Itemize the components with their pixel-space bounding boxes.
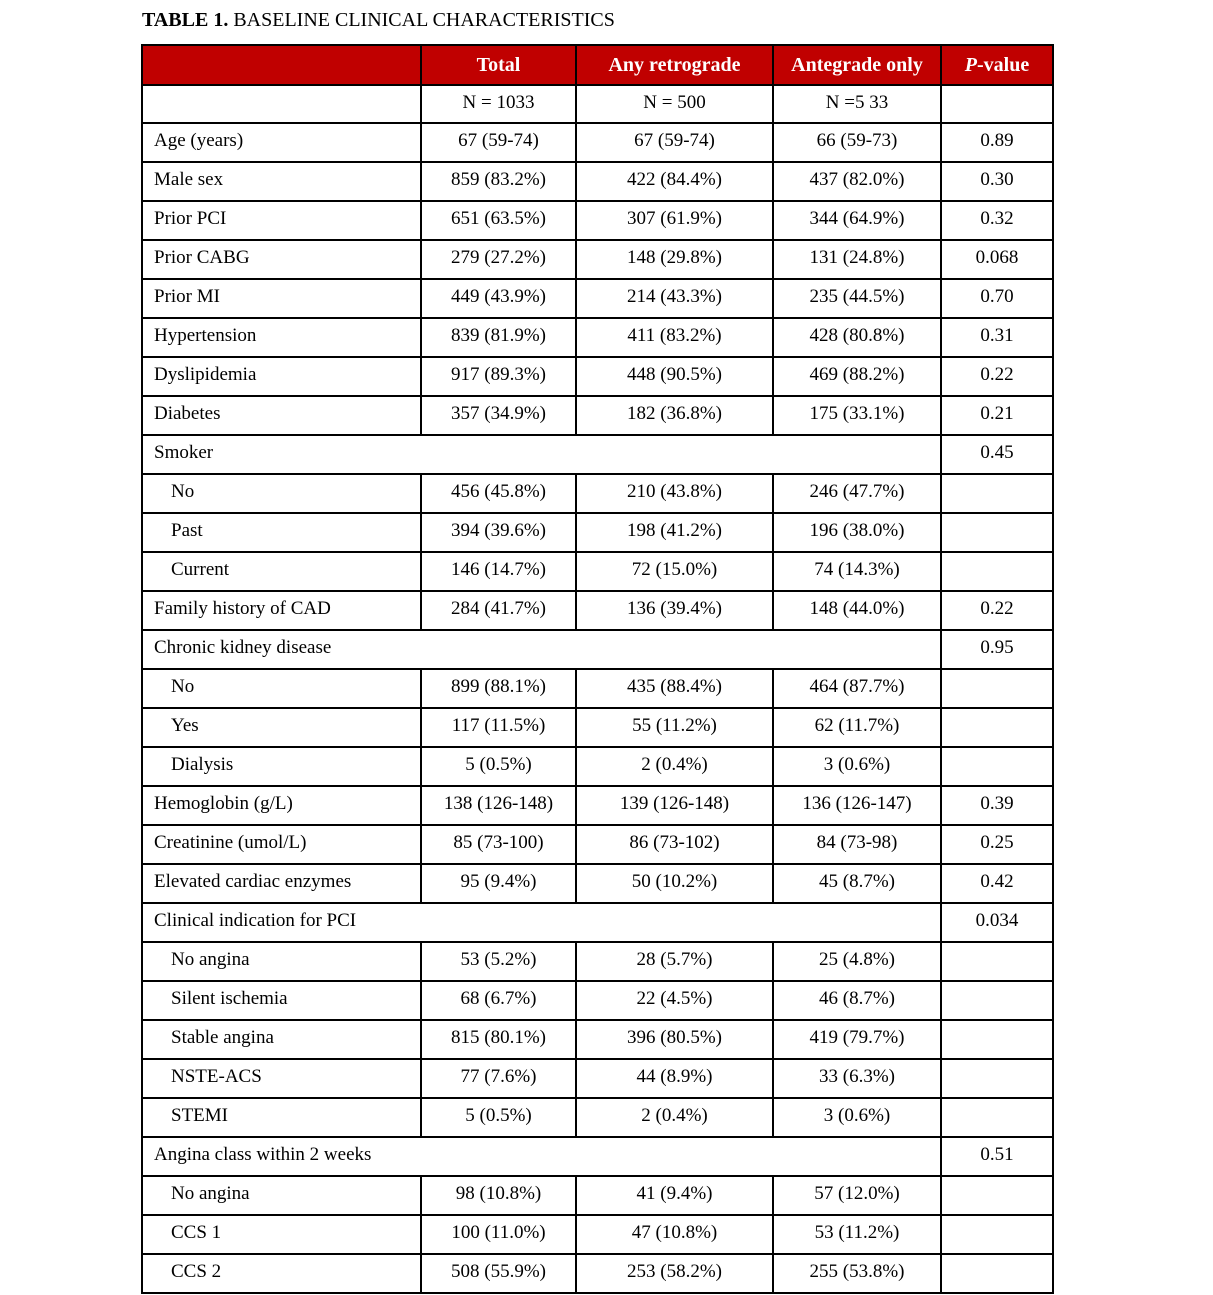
value-cell-retrograde: 396 (80.5%) xyxy=(576,1020,773,1059)
value-cell-antegrade: 419 (79.7%) xyxy=(773,1020,941,1059)
table-row xyxy=(142,357,1053,396)
value-cell-total: 95 (9.4%) xyxy=(421,864,576,903)
header-cell-empty xyxy=(142,45,421,85)
value-cell-total: 67 (59-74) xyxy=(421,123,576,162)
table-row xyxy=(142,630,1053,669)
row-label-cell: Silent ischemia xyxy=(142,981,421,1020)
p-value-cell: 0.42 xyxy=(941,864,1053,903)
p-value-cell: 0.45 xyxy=(941,435,1053,474)
pvalue-rest: -value xyxy=(977,54,1030,76)
p-value-cell: 0.25 xyxy=(941,825,1053,864)
table-caption-text: BASELINE CLINICAL CHARACTERISTICS xyxy=(228,9,615,31)
value-cell-retrograde: 28 (5.7%) xyxy=(576,942,773,981)
table-row xyxy=(142,1059,1053,1098)
p-value-cell: 0.39 xyxy=(941,786,1053,825)
value-cell-total: 284 (41.7%) xyxy=(421,591,576,630)
value-cell-total: 146 (14.7%) xyxy=(421,552,576,591)
value-cell-antegrade: 25 (4.8%) xyxy=(773,942,941,981)
value-cell-total: 68 (6.7%) xyxy=(421,981,576,1020)
value-cell-total: 859 (83.2%) xyxy=(421,162,576,201)
value-cell-total: 815 (80.1%) xyxy=(421,1020,576,1059)
value-cell-antegrade: 74 (14.3%) xyxy=(773,552,941,591)
value-cell-antegrade: 45 (8.7%) xyxy=(773,864,941,903)
table-row xyxy=(142,1137,1053,1176)
p-value-cell: 0.51 xyxy=(941,1137,1053,1176)
row-label-cell: Prior CABG xyxy=(142,240,421,279)
row-label-cell: STEMI xyxy=(142,1098,421,1137)
value-cell-retrograde: 435 (88.4%) xyxy=(576,669,773,708)
baseline-characteristics-table xyxy=(141,44,1054,1294)
value-cell-retrograde: 139 (126-148) xyxy=(576,786,773,825)
row-label-cell: Dyslipidemia xyxy=(142,357,421,396)
row-label-cell: No angina xyxy=(142,942,421,981)
value-cell-retrograde: 448 (90.5%) xyxy=(576,357,773,396)
value-cell-retrograde: 44 (8.9%) xyxy=(576,1059,773,1098)
value-cell-antegrade: 3 (0.6%) xyxy=(773,747,941,786)
n-cell-antegrade: N =5 33 xyxy=(773,85,941,123)
p-value-cell xyxy=(941,1215,1053,1254)
table-row xyxy=(142,435,1053,474)
row-label-cell: Male sex xyxy=(142,162,421,201)
row-label-cell: Prior MI xyxy=(142,279,421,318)
row-label-cell: No angina xyxy=(142,1176,421,1215)
value-cell-total: 839 (81.9%) xyxy=(421,318,576,357)
row-label-cell: Chronic kidney disease xyxy=(142,630,941,669)
row-label-cell: CCS 2 xyxy=(142,1254,421,1293)
value-cell-antegrade: 437 (82.0%) xyxy=(773,162,941,201)
value-cell-total: 100 (11.0%) xyxy=(421,1215,576,1254)
value-cell-antegrade: 57 (12.0%) xyxy=(773,1176,941,1215)
row-label-cell: Family history of CAD xyxy=(142,591,421,630)
value-cell-total: 357 (34.9%) xyxy=(421,396,576,435)
value-cell-total: 5 (0.5%) xyxy=(421,1098,576,1137)
value-cell-retrograde: 198 (41.2%) xyxy=(576,513,773,552)
p-value-cell xyxy=(941,942,1053,981)
value-cell-antegrade: 246 (47.7%) xyxy=(773,474,941,513)
value-cell-antegrade: 136 (126-147) xyxy=(773,786,941,825)
p-value-cell: 0.32 xyxy=(941,201,1053,240)
p-value-cell: 0.31 xyxy=(941,318,1053,357)
table-row xyxy=(142,513,1053,552)
value-cell-antegrade: 344 (64.9%) xyxy=(773,201,941,240)
n-counts-row xyxy=(142,85,1053,123)
value-cell-retrograde: 41 (9.4%) xyxy=(576,1176,773,1215)
n-cell-total: N = 1033 xyxy=(421,85,576,123)
value-cell-retrograde: 182 (36.8%) xyxy=(576,396,773,435)
value-cell-total: 85 (73-100) xyxy=(421,825,576,864)
value-cell-total: 394 (39.6%) xyxy=(421,513,576,552)
row-label-cell: CCS 1 xyxy=(142,1215,421,1254)
p-value-cell xyxy=(941,669,1053,708)
p-value-cell: 0.89 xyxy=(941,123,1053,162)
value-cell-antegrade: 175 (33.1%) xyxy=(773,396,941,435)
value-cell-antegrade: 255 (53.8%) xyxy=(773,1254,941,1293)
p-value-cell: 0.068 xyxy=(941,240,1053,279)
value-cell-retrograde: 307 (61.9%) xyxy=(576,201,773,240)
table-row xyxy=(142,396,1053,435)
row-label-cell: Diabetes xyxy=(142,396,421,435)
value-cell-antegrade: 148 (44.0%) xyxy=(773,591,941,630)
row-label-cell: Past xyxy=(142,513,421,552)
p-value-cell: 0.30 xyxy=(941,162,1053,201)
table-caption xyxy=(142,7,1213,33)
p-value-cell: 0.70 xyxy=(941,279,1053,318)
row-label-cell: Hemoglobin (g/L) xyxy=(142,786,421,825)
value-cell-retrograde: 55 (11.2%) xyxy=(576,708,773,747)
table-row xyxy=(142,708,1053,747)
value-cell-retrograde: 67 (59-74) xyxy=(576,123,773,162)
p-value-cell: 0.21 xyxy=(941,396,1053,435)
table-row xyxy=(142,1215,1053,1254)
row-label-cell: Angina class within 2 weeks xyxy=(142,1137,941,1176)
value-cell-retrograde: 214 (43.3%) xyxy=(576,279,773,318)
p-value-cell xyxy=(941,1020,1053,1059)
table-row xyxy=(142,474,1053,513)
value-cell-retrograde: 148 (29.8%) xyxy=(576,240,773,279)
value-cell-antegrade: 131 (24.8%) xyxy=(773,240,941,279)
table-row xyxy=(142,1098,1053,1137)
value-cell-retrograde: 253 (58.2%) xyxy=(576,1254,773,1293)
p-value-cell xyxy=(941,1059,1053,1098)
value-cell-retrograde: 411 (83.2%) xyxy=(576,318,773,357)
table-row xyxy=(142,864,1053,903)
row-label-cell: Creatinine (umol/L) xyxy=(142,825,421,864)
table-row xyxy=(142,1020,1053,1059)
table-row xyxy=(142,903,1053,942)
p-value-cell xyxy=(941,1254,1053,1293)
value-cell-retrograde: 72 (15.0%) xyxy=(576,552,773,591)
pvalue-italic-p: P xyxy=(964,54,977,76)
value-cell-total: 98 (10.8%) xyxy=(421,1176,576,1215)
value-cell-retrograde: 86 (73-102) xyxy=(576,825,773,864)
value-cell-retrograde: 422 (84.4%) xyxy=(576,162,773,201)
p-value-cell xyxy=(941,747,1053,786)
p-value-cell xyxy=(941,513,1053,552)
row-label-cell: Yes xyxy=(142,708,421,747)
row-label-cell: Stable angina xyxy=(142,1020,421,1059)
value-cell-antegrade: 3 (0.6%) xyxy=(773,1098,941,1137)
header-cell-retrograde: Any retrograde xyxy=(576,45,773,85)
value-cell-total: 917 (89.3%) xyxy=(421,357,576,396)
p-value-cell xyxy=(941,1176,1053,1215)
table-row xyxy=(142,825,1053,864)
value-cell-antegrade: 84 (73-98) xyxy=(773,825,941,864)
p-value-cell: 0.034 xyxy=(941,903,1053,942)
value-cell-retrograde: 210 (43.8%) xyxy=(576,474,773,513)
table-body xyxy=(142,123,1053,1293)
row-label-cell: NSTE-ACS xyxy=(142,1059,421,1098)
value-cell-retrograde: 47 (10.8%) xyxy=(576,1215,773,1254)
row-label-cell: Dialysis xyxy=(142,747,421,786)
value-cell-antegrade: 469 (88.2%) xyxy=(773,357,941,396)
header-cell-pvalue xyxy=(941,45,1053,85)
p-value-cell xyxy=(941,474,1053,513)
value-cell-antegrade: 196 (38.0%) xyxy=(773,513,941,552)
value-cell-antegrade: 53 (11.2%) xyxy=(773,1215,941,1254)
n-cell-empty xyxy=(142,85,421,123)
row-label-cell: No xyxy=(142,669,421,708)
value-cell-total: 456 (45.8%) xyxy=(421,474,576,513)
table-row xyxy=(142,318,1053,357)
table-row xyxy=(142,591,1053,630)
p-value-cell: 0.22 xyxy=(941,591,1053,630)
value-cell-antegrade: 46 (8.7%) xyxy=(773,981,941,1020)
n-cell-retrograde: N = 500 xyxy=(576,85,773,123)
table-row xyxy=(142,162,1053,201)
table-caption-number: TABLE 1. xyxy=(142,9,229,31)
value-cell-antegrade: 62 (11.7%) xyxy=(773,708,941,747)
p-value-cell xyxy=(941,552,1053,591)
row-label-cell: Elevated cardiac enzymes xyxy=(142,864,421,903)
value-cell-retrograde: 2 (0.4%) xyxy=(576,747,773,786)
table-row xyxy=(142,279,1053,318)
value-cell-retrograde: 136 (39.4%) xyxy=(576,591,773,630)
value-cell-total: 449 (43.9%) xyxy=(421,279,576,318)
row-label-cell: Current xyxy=(142,552,421,591)
value-cell-retrograde: 22 (4.5%) xyxy=(576,981,773,1020)
row-label-cell: Hypertension xyxy=(142,318,421,357)
row-label-cell: Smoker xyxy=(142,435,941,474)
value-cell-retrograde: 2 (0.4%) xyxy=(576,1098,773,1137)
header-cell-total: Total xyxy=(421,45,576,85)
value-cell-antegrade: 464 (87.7%) xyxy=(773,669,941,708)
table-row xyxy=(142,123,1053,162)
table-row xyxy=(142,942,1053,981)
table-row xyxy=(142,552,1053,591)
p-value-cell xyxy=(941,1098,1053,1137)
table-row xyxy=(142,1254,1053,1293)
table-row xyxy=(142,981,1053,1020)
table-row xyxy=(142,669,1053,708)
value-cell-total: 5 (0.5%) xyxy=(421,747,576,786)
value-cell-antegrade: 66 (59-73) xyxy=(773,123,941,162)
value-cell-total: 899 (88.1%) xyxy=(421,669,576,708)
row-label-cell: Clinical indication for PCI xyxy=(142,903,941,942)
value-cell-antegrade: 235 (44.5%) xyxy=(773,279,941,318)
value-cell-retrograde: 50 (10.2%) xyxy=(576,864,773,903)
row-label-cell: Age (years) xyxy=(142,123,421,162)
table-row xyxy=(142,786,1053,825)
value-cell-antegrade: 428 (80.8%) xyxy=(773,318,941,357)
value-cell-total: 53 (5.2%) xyxy=(421,942,576,981)
value-cell-total: 77 (7.6%) xyxy=(421,1059,576,1098)
table-row xyxy=(142,240,1053,279)
table-row xyxy=(142,747,1053,786)
p-value-cell: 0.22 xyxy=(941,357,1053,396)
row-label-cell: No xyxy=(142,474,421,513)
p-value-cell xyxy=(941,981,1053,1020)
value-cell-total: 651 (63.5%) xyxy=(421,201,576,240)
value-cell-total: 138 (126-148) xyxy=(421,786,576,825)
value-cell-total: 279 (27.2%) xyxy=(421,240,576,279)
value-cell-antegrade: 33 (6.3%) xyxy=(773,1059,941,1098)
header-cell-antegrade: Antegrade only xyxy=(773,45,941,85)
table-row xyxy=(142,201,1053,240)
n-cell-pvalue-empty xyxy=(941,85,1053,123)
value-cell-total: 508 (55.9%) xyxy=(421,1254,576,1293)
header-row xyxy=(142,45,1053,85)
value-cell-total: 117 (11.5%) xyxy=(421,708,576,747)
table-row xyxy=(142,1176,1053,1215)
row-label-cell: Prior PCI xyxy=(142,201,421,240)
p-value-cell: 0.95 xyxy=(941,630,1053,669)
p-value-cell xyxy=(941,708,1053,747)
